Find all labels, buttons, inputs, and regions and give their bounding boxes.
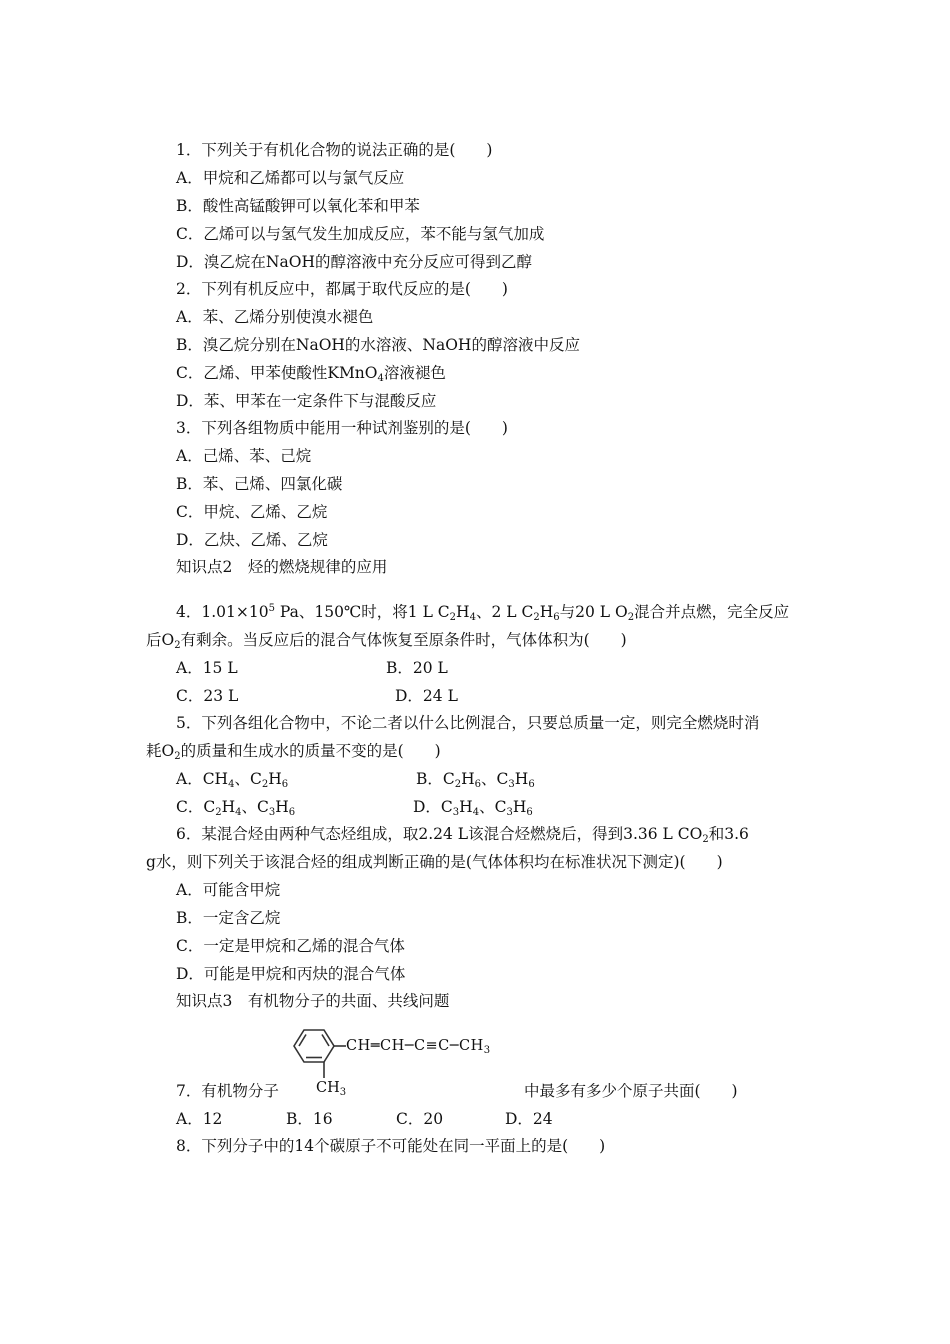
- question-7-option-c: C．20: [396, 1110, 444, 1128]
- question-5-option-d: D．$C_3H_4$、$C_3H_6$: [413, 798, 533, 818]
- question-7-option-b: B．16: [286, 1110, 333, 1128]
- question-2-stem: 2．下列有机反应中，都属于取代反应的是( ): [176, 280, 508, 298]
- question-3-option-d: D．乙炔、乙烯、乙烷: [176, 531, 328, 549]
- question-7-stem-start: 7．有机物分子: [176, 1082, 279, 1100]
- question-4-option-b: B．20 L: [386, 659, 448, 677]
- question-5-stem-line-2: 耗$O_2$的质量和生成水的质量不变的是( ): [146, 742, 441, 762]
- question-1-option-a: A．甲烷和乙烯都可以与氯气反应: [176, 169, 405, 187]
- question-2-option-d: D．苯、甲苯在一定条件下与混酸反应: [176, 392, 437, 410]
- question-6-option-c: C．一定是甲烷和乙烯的混合气体: [176, 937, 405, 955]
- question-2-option-a: A．苯、乙烯分别使溴水褪色: [176, 308, 374, 326]
- question-1-option-d: D．溴乙烷在NaOH的醇溶液中充分反应可得到乙醇: [176, 253, 532, 271]
- question-2-option-c: C．乙烯、甲苯使酸性KMnO$_4$溶液褪色: [176, 364, 446, 384]
- section-heading-2: 知识点2 烃的燃烧规律的应用: [176, 558, 388, 576]
- question-3-stem: 3．下列各组物质中能用一种试剂鉴别的是( ): [176, 419, 508, 437]
- question-4-option-d: D．24 L: [395, 687, 458, 705]
- molecule-methyl-label: $CH_3$: [316, 1080, 347, 1098]
- molecule-chain-label: $CH═CH─C\equiv C─CH_3$: [346, 1038, 491, 1056]
- question-3-option-a: A．己烯、苯、己烷: [176, 447, 312, 465]
- question-7-option-d: D．24: [505, 1110, 553, 1128]
- question-7-stem-end: 中最多有多少个原子共面( ): [524, 1082, 738, 1100]
- question-4-option-a: A．15 L: [176, 659, 238, 677]
- question-6-stem-line-2: g水，则下列关于该混合烃的组成判断正确的是(气体体积均在标准状况下测定)( ): [146, 853, 723, 871]
- question-4-option-c: C．23 L: [176, 687, 239, 705]
- question-7-option-a: A．12: [176, 1110, 223, 1128]
- question-5-option-a: A．$CH_4$、$C_2H_6$: [176, 770, 289, 790]
- question-1-option-b: B．酸性高锰酸钾可以氧化苯和甲苯: [176, 197, 420, 215]
- question-3-option-b: B．苯、己烯、四氯化碳: [176, 475, 343, 493]
- question-6-option-a: A．可能含甲烷: [176, 881, 281, 899]
- section-heading-3: 知识点3 有机物分子的共面、共线问题: [176, 992, 450, 1010]
- question-8-stem: 8．下列分子中的14个碳原子不可能处在同一平面上的是( ): [176, 1137, 606, 1155]
- question-1-stem: 1．下列关于有机化合物的说法正确的是( ): [176, 141, 493, 159]
- question-6-option-d: D．可能是甲烷和丙炔的混合气体: [176, 965, 406, 983]
- question-4-stem-line-1: 4．$1.01\times 10^5$ Pa、150℃时，将1 L $C_2H_4$、2 L $C_2H_6$与20 L $O_2$混合并点燃，完全反应: [176, 603, 790, 623]
- question-5-option-b: B．$C_2H_6$、$C_3H_6$: [416, 770, 535, 790]
- question-6-option-b: B．一定含乙烷: [176, 909, 281, 927]
- question-3-option-c: C．甲烷、乙烯、乙烷: [176, 503, 328, 521]
- question-5-option-c: C．$C_2H_4$、$C_3H_6$: [176, 798, 296, 818]
- molecule-structure: [286, 1018, 526, 1100]
- question-1-option-c: C．乙烯可以与氢气发生加成反应，苯不能与氢气加成: [176, 225, 545, 243]
- question-4-stem-line-2: 后$O_2$有剩余。当反应后的混合气体恢复至原条件时，气体体积为( ): [146, 631, 627, 651]
- question-2-option-b: B．溴乙烷分别在NaOH的水溶液、NaOH的醇溶液中反应: [176, 336, 580, 354]
- question-5-stem-line-1: 5．下列各组化合物中，不论二者以什么比例混合，只要总质量一定，则完全燃烧时消: [176, 714, 760, 732]
- question-6-stem-line-1: 6．某混合烃由两种气态烃组成，取2.24 L该混合烃燃烧后，得到3.36 L $CO_2$和3.6: [176, 825, 749, 845]
